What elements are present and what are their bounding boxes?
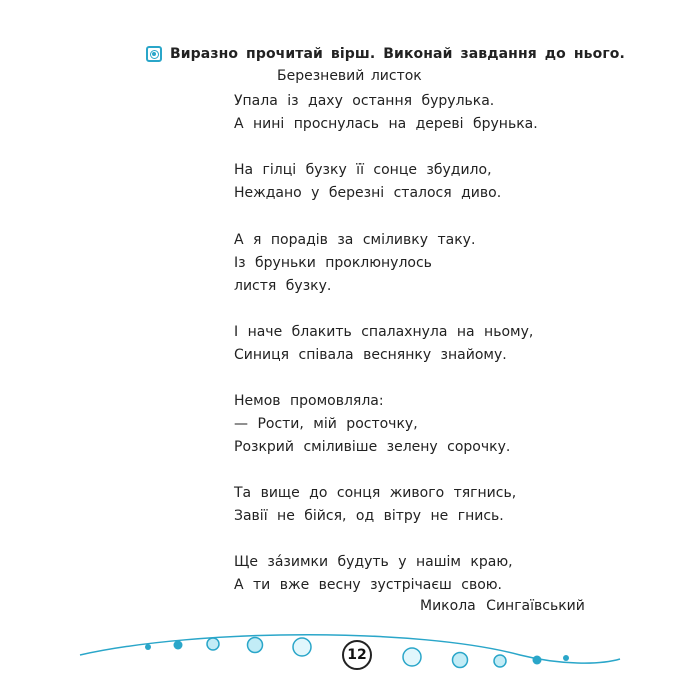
poem-line: Ще за́зимки будуть у нашім краю, bbox=[234, 554, 513, 570]
poem-line: І наче блакить спалахнула на ньому, bbox=[234, 324, 534, 340]
poem-line: Немов промовляла: bbox=[234, 393, 384, 409]
poem-line: Та вище до сонця живого тягнись, bbox=[234, 485, 517, 501]
stanza-4 bbox=[234, 321, 533, 367]
poem-line: Упала із даху остання бурулька. bbox=[234, 93, 495, 109]
poem-line: А ти вже весну зустрічаєш свою. bbox=[234, 577, 503, 593]
poem-author: Микола Сингаївський bbox=[420, 598, 585, 614]
stanza-6 bbox=[234, 482, 516, 528]
footer-bead bbox=[494, 655, 506, 667]
poem-line: — Рости, мій росточку, bbox=[234, 416, 418, 432]
poem-line: Синиця співала веснянку знайому. bbox=[234, 347, 507, 363]
footer-bead bbox=[174, 641, 183, 650]
stanza-3 bbox=[234, 229, 475, 298]
page-number: 12 bbox=[342, 640, 372, 670]
task-text: Виразно прочитай вірш. Виконай завдання до нього. bbox=[170, 46, 625, 62]
stanza-5 bbox=[234, 390, 510, 459]
poem-line: А нині проснулась на дереві брунька. bbox=[234, 116, 538, 132]
footer-bead bbox=[563, 655, 569, 661]
poem-line: Розкрий сміливіше зелену сорочку. bbox=[234, 439, 511, 455]
task-instruction bbox=[146, 43, 625, 65]
poem-line: листя бузку. bbox=[234, 278, 332, 294]
poem-line: Неждано у березні сталося диво. bbox=[234, 185, 502, 201]
poem-title: Березневий листок bbox=[277, 68, 422, 84]
footer-bead bbox=[403, 648, 421, 666]
stanza-7 bbox=[234, 551, 513, 597]
stanza-2 bbox=[234, 159, 501, 205]
target-icon bbox=[146, 46, 162, 62]
stanza-1 bbox=[234, 90, 538, 136]
footer-bead bbox=[453, 653, 468, 668]
footer-bead bbox=[533, 656, 542, 665]
footer-bead bbox=[293, 638, 311, 656]
poem-line: А я порадів за сміливку таку. bbox=[234, 232, 476, 248]
poem-line: Із бруньки проклюнулось bbox=[234, 255, 432, 271]
footer-bead bbox=[207, 638, 219, 650]
poem-line: На гілці бузку її сонце збудило, bbox=[234, 162, 492, 178]
poem-line: Завії не бійся, од вітру не гнись. bbox=[234, 508, 504, 524]
footer-bead bbox=[248, 638, 263, 653]
footer-bead bbox=[145, 644, 151, 650]
